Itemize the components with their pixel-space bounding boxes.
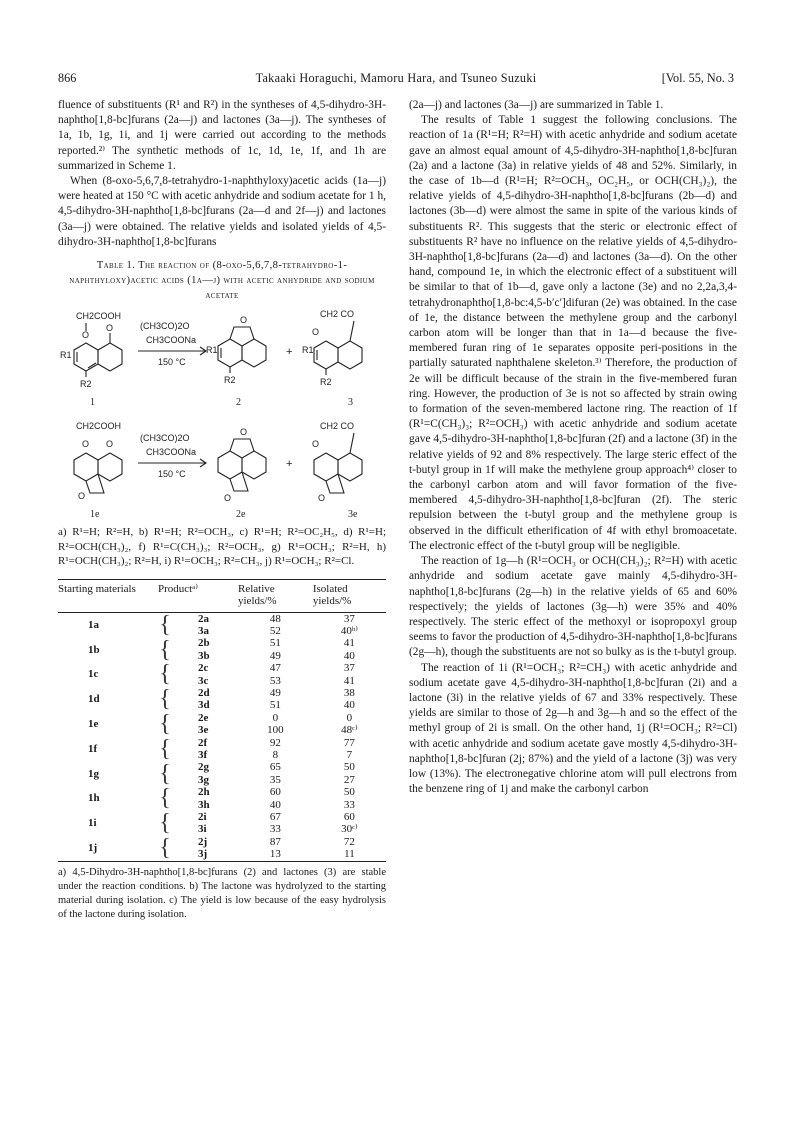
relative-yield: 51	[269, 637, 281, 650]
svg-text:+: +	[286, 458, 293, 471]
svg-text:R1: R1	[302, 345, 314, 356]
table-body	[58, 612, 386, 861]
relative-yield: 0	[272, 711, 279, 724]
page-header	[58, 71, 734, 87]
product-label: 2g	[198, 761, 209, 774]
relative-yield: 35	[269, 773, 281, 786]
product-label: 3b	[198, 649, 210, 662]
svg-text:R2: R2	[80, 379, 92, 390]
table-row	[58, 662, 386, 674]
starting-material: 1e	[88, 717, 99, 730]
product-label: 2a	[198, 612, 209, 625]
compound-2-structure	[206, 315, 266, 408]
brace-glyph: {	[159, 785, 171, 812]
yield-table	[58, 579, 386, 862]
brace-glyph: {	[159, 760, 171, 787]
product-label: 3d	[198, 699, 210, 712]
svg-text:1: 1	[90, 397, 95, 409]
right-column	[409, 98, 737, 797]
table-row	[58, 687, 386, 699]
product-label: 2d	[198, 686, 210, 699]
reaction-scheme	[58, 307, 386, 521]
paragraph: (2a—j) and lactones (3a—j) are summarized in Table 1.	[409, 99, 664, 111]
starting-material: 1j	[88, 842, 98, 855]
table-header-row	[58, 579, 386, 612]
product-label: 3a	[198, 624, 209, 637]
col-header-isolated: Isolated yields/%	[312, 582, 352, 608]
svg-text:R1: R1	[60, 350, 72, 361]
starting-material: 1b	[88, 643, 100, 656]
product-label: 2c	[198, 662, 209, 675]
svg-text:O: O	[106, 439, 114, 450]
table-footnotes: a) 4,5-Dihydro-3H-naphtho[1,8-bc]furans (2) and lactones (3) are stable under the reaction conditions. b) The lactone was hydrolyzed to the starting material during isolation. c) The yield is low because of the easy hydrolysis of the lactone during isolation.	[58, 866, 386, 920]
running-authors: Takaaki Horaguchi, Mamoru Hara, and Tsuneo Suzuki	[255, 71, 537, 85]
table-row	[58, 737, 386, 749]
relative-yield: 40	[269, 798, 281, 811]
isolated-yield: 27	[343, 773, 355, 786]
product-label: 2i	[198, 811, 207, 824]
svg-text:O: O	[78, 491, 86, 502]
svg-text:O: O	[224, 493, 232, 504]
isolated-yield: 37	[343, 662, 355, 675]
svg-text:CH2 CO: CH2 CO	[320, 309, 355, 320]
isolated-yield: 40ᵇ⁾	[340, 624, 358, 637]
isolated-yield: 7	[346, 749, 353, 761]
relative-yield: 87	[269, 835, 281, 848]
svg-text:O: O	[106, 323, 114, 334]
brace-glyph: {	[159, 810, 171, 837]
relative-yield: 51	[269, 699, 281, 712]
compound-3e-structure	[312, 421, 362, 520]
isolated-yield: 40	[343, 649, 355, 662]
isolated-yield: 60	[343, 811, 355, 824]
svg-text:(CH3CO)2O: (CH3CO)2O	[140, 433, 190, 444]
col-header-starting: Starting materials	[58, 582, 136, 595]
starting-material: 1a	[88, 618, 99, 631]
relative-yield: 65	[269, 761, 281, 774]
brace-glyph: {	[159, 735, 171, 762]
svg-text:O: O	[240, 315, 248, 326]
svg-text:150 °C: 150 °C	[158, 357, 186, 368]
brace-glyph: {	[159, 835, 171, 862]
svg-text:O: O	[240, 427, 248, 438]
table-row	[58, 786, 386, 798]
table-row	[58, 811, 386, 823]
brace-glyph: {	[159, 611, 171, 638]
svg-text:R1: R1	[206, 345, 218, 356]
compound-2e-structure	[218, 427, 266, 520]
svg-text:3e: 3e	[348, 509, 358, 521]
product-label: 3g	[198, 773, 209, 786]
isolated-yield: 11	[344, 848, 355, 861]
product-label: 2h	[198, 786, 210, 799]
isolated-yield: 41	[343, 637, 355, 650]
isolated-yield: 50	[343, 761, 355, 774]
relative-yield: 48	[269, 612, 281, 625]
brace-glyph: {	[159, 636, 171, 663]
product-label: 3i	[198, 823, 207, 836]
compound-3-structure	[302, 309, 362, 408]
svg-text:(CH3CO)2O: (CH3CO)2O	[140, 321, 190, 332]
svg-text:2: 2	[236, 397, 241, 409]
starting-material: 1f	[88, 742, 98, 755]
table-row	[58, 712, 386, 724]
product-label: 2e	[198, 711, 209, 724]
paragraph: When (8-oxo-5,6,7,8-tetrahydro-1-naphthyloxy)acetic acids (1a—j) were heated at 150 °C with acetic anhydride and sodium acetate for 1 h, 4,5-dihydro-3H-naphtho[1,8-bc]furans (2a—d and 2f—j) and lactones (3a—j) were obtained. The relative yields and isolated yields of 4,5-dihydro-3H-naphtho[1,8-bc]furans	[58, 175, 386, 248]
starting-material: 1d	[88, 693, 100, 706]
svg-text:O: O	[82, 330, 90, 341]
product-label: 3e	[198, 724, 209, 737]
svg-text:2e: 2e	[236, 509, 246, 521]
product-label: 2f	[198, 736, 208, 749]
svg-text:O: O	[312, 439, 320, 450]
relative-yield: 53	[269, 674, 281, 687]
isolated-yield: 50	[343, 786, 355, 799]
svg-text:O: O	[312, 327, 320, 338]
relative-yield: 47	[269, 662, 281, 675]
isolated-yield: 48ᶜ⁾	[341, 724, 358, 737]
reaction-arrow-1	[138, 321, 206, 367]
relative-yield: 60	[269, 786, 281, 799]
isolated-yield: 41	[343, 674, 355, 687]
table-title: Table 1. The reaction of (8-oxo-5,6,7,8-tetrahydro-1-naphthyloxy)acetic acids (1a—j) with acetic anhydride and sodium acetate	[69, 260, 375, 302]
isolated-yield: 40	[343, 699, 355, 712]
relative-yield: 49	[269, 649, 281, 662]
reaction-arrow-2	[138, 433, 206, 479]
left-column	[58, 98, 386, 922]
brace-glyph: {	[159, 686, 171, 713]
paragraph: fluence of substituents (R¹ and R²) in the syntheses of 4,5-dihydro-3H-naphtho[1,8-bc]furans (2a—j) and lactones (3a—j). The syntheses of 1a, 1b, 1g, 1i, and 1j were carried out according to the methods reported.²⁾ The synthetic methods of 1c, 1d, 1e, 1f, and 1h are summarized in Scheme 1.	[58, 99, 386, 172]
page-number: 866	[58, 71, 77, 85]
svg-text:3: 3	[348, 397, 353, 409]
relative-yield: 100	[267, 724, 284, 737]
svg-text:CH3COONa: CH3COONa	[146, 335, 197, 346]
relative-yield: 52	[269, 624, 281, 637]
product-label: 2j	[198, 835, 208, 848]
product-label: 2b	[198, 637, 210, 650]
product-label: 3j	[198, 848, 208, 861]
table-row	[58, 761, 386, 773]
starting-material: 1c	[88, 668, 99, 681]
paragraph: The results of Table 1 suggest the following conclusions. The reaction of 1a (R¹=H; R²=H) with acetic anhydride and sodium acetate gave an almost equal amount of 4,5-dihydro-3H-naphtho[1,8-bc]furan (2a) and a lactone (3a) in relative yields of 48 and 52%. Similarly, in the case of 1b—d (R¹=H; R²=OCH₃, OC₂H₅, or OCH(CH₃)₂), the relative yields of 4,5-dihydro-3H-naphtho[1,8-bc]furans (2b—d) and lactones (3b—d) were almost the same in spite of the various kinds of substituents R². This suggests that the steric or electronic effect of substituents R² have no influence on the relative yields of 4,5-dihydro-3H-naphtho[1,8-bc]furans (2a—d) and lactones (3a—d). On the other hand, compound 1e, in which the electronic effect of a substituent will be similar to that of 1b—d, gave only a lactone (3e) and no 2,2a,3,4-tetrahydronaphtho[1,8-bc:4,5-b′c′]difuran (2e) was obtained. In the case of 1e, the distance between the methylene group and the carbonyl carbon atom will be longer than that in 1a—d because the five-membered furan ring of 1e separates opposite peri-positions in the partially saturated naphthalene skeleton.³⁾ Therefore, the production of 2e will be difficult because of the strain in the five-membered furan ring. However, the production of 3e is not so affected by strain owing to formation of the seven-membered lactone ring. The reaction of 1f (R¹=C(CH₃)₃; R²=OCH₃) with acetic anhydride and sodium acetate gave 4,5-dihydro-3H-naphtho[1,8-bc]furan (2f) and a lactone (3f) in the relative yields of 92 and 8% respectively. The large steric effect of the t-butyl group in 1f will make the methylene group approach⁴⁾ closer to the carbonyl carbon atom and will favor formation of the five-membered 4,5-dihydro-3H-naphtho[1,8-bc]furan (2f). The steric repulsion between the t-butyl group and the methylene group is observed in the difficult etherification of 4f with ethyl bromoacetate. The electronic effect of the t-butyl group will be negligible.	[409, 114, 737, 552]
svg-text:CH2 CO: CH2 CO	[320, 421, 355, 432]
relative-yield: 92	[269, 736, 281, 749]
col-header-relative: Relative yields/%	[238, 582, 277, 608]
isolated-yield: 33	[343, 798, 355, 811]
starting-material: 1i	[88, 817, 97, 830]
relative-yield: 33	[269, 823, 281, 836]
brace-glyph: {	[159, 661, 171, 688]
substituent-legend: a) R¹=H; R²=H, b) R¹=H; R²=OCH₃, c) R¹=H; R²=OC₂H₅, d) R¹=H; R²=OCH(CH₃)₂, f) R¹=C(CH₃)₃; R²=OCH₃, g) R¹=OCH₃; R²=H, h) R¹=OCH(CH₃)₂; R²=H, i) R¹=OCH₃; R²=CH₃, j) R¹=OCH₃; R²=Cl.	[58, 526, 386, 568]
volume-info: [Vol. 55, No. 3	[661, 71, 734, 85]
product-label: 3c	[198, 674, 209, 687]
svg-text:CH2COOH: CH2COOH	[76, 311, 122, 322]
table-row	[58, 637, 386, 649]
svg-text:R2: R2	[224, 375, 236, 386]
relative-yield: 13	[269, 848, 281, 861]
isolated-yield: 37	[343, 612, 355, 625]
svg-text:R2: R2	[320, 377, 332, 388]
relative-yield: 67	[269, 811, 281, 824]
isolated-yield: 77	[343, 736, 355, 749]
compound-1e-structure	[74, 421, 122, 520]
paragraph: The reaction of 1g—h (R¹=OCH₃ or OCH(CH₃)₂; R²=H) with acetic anhydride and sodium acetate gave mainly 4,5-dihydro-3H-naphtho[1,8-bc]furans (2g—h) in the relative yields of 65 and 60% respectively; the yields of lactones (3g—h) were 35% and 40% respectively. The steric effect of the methoxyl or isopropoxyl group seems to favor the production of 4,5-dihydro-3H-naphtho[1,8-bc]furans (2g—h), though the substituents are not so bulky as is the t-butyl group.	[409, 555, 737, 659]
svg-text:O: O	[318, 493, 326, 504]
compound-1-structure	[60, 311, 122, 408]
isolated-yield: 0	[346, 711, 353, 724]
svg-text:150 °C: 150 °C	[158, 469, 186, 480]
isolated-yield: 30ᶜ⁾	[341, 823, 358, 836]
isolated-yield: 72	[343, 835, 355, 848]
svg-text:+: +	[286, 346, 293, 359]
isolated-yield: 38	[343, 686, 355, 699]
table-row	[58, 836, 386, 848]
relative-yield: 49	[269, 686, 281, 699]
product-label: 3f	[198, 749, 208, 761]
product-label: 3h	[198, 798, 210, 811]
table-row	[58, 612, 386, 625]
svg-text:1e: 1e	[90, 509, 100, 521]
starting-material: 1g	[88, 767, 99, 780]
relative-yield: 8	[272, 749, 279, 761]
col-header-product: Productᵃ⁾	[158, 582, 198, 595]
svg-text:CH3COONa: CH3COONa	[146, 447, 197, 458]
brace-glyph: {	[159, 710, 171, 737]
svg-text:O: O	[82, 439, 90, 450]
svg-text:CH2COOH: CH2COOH	[76, 421, 122, 432]
paragraph: The reaction of 1i (R¹=OCH₃; R²=CH₃) with acetic anhydride and sodium acetate gave 4,5-dihydro-3H-naphtho[1,8-bc]furan (2i) and a lactone (3i) in the relative yields of 67 and 33% respectively. These yields are similar to those of 2g—h and 3g—h and so the effect of the methyl group of 2i is small. On the other hand, 1j (R¹=OCH₃; R²=Cl) with acetic anhydride and sodium acetate gave mostly 4,5-dihydro-3H-naphtho[1,8-bc]furan (2j; 87%) and the yield of a lactone (3j) was very low (13%). The electronegative chlorine atom will pull electrons from the benzene ring of 1j and make the carbonyl carbon	[409, 661, 737, 796]
starting-material: 1h	[88, 792, 100, 805]
